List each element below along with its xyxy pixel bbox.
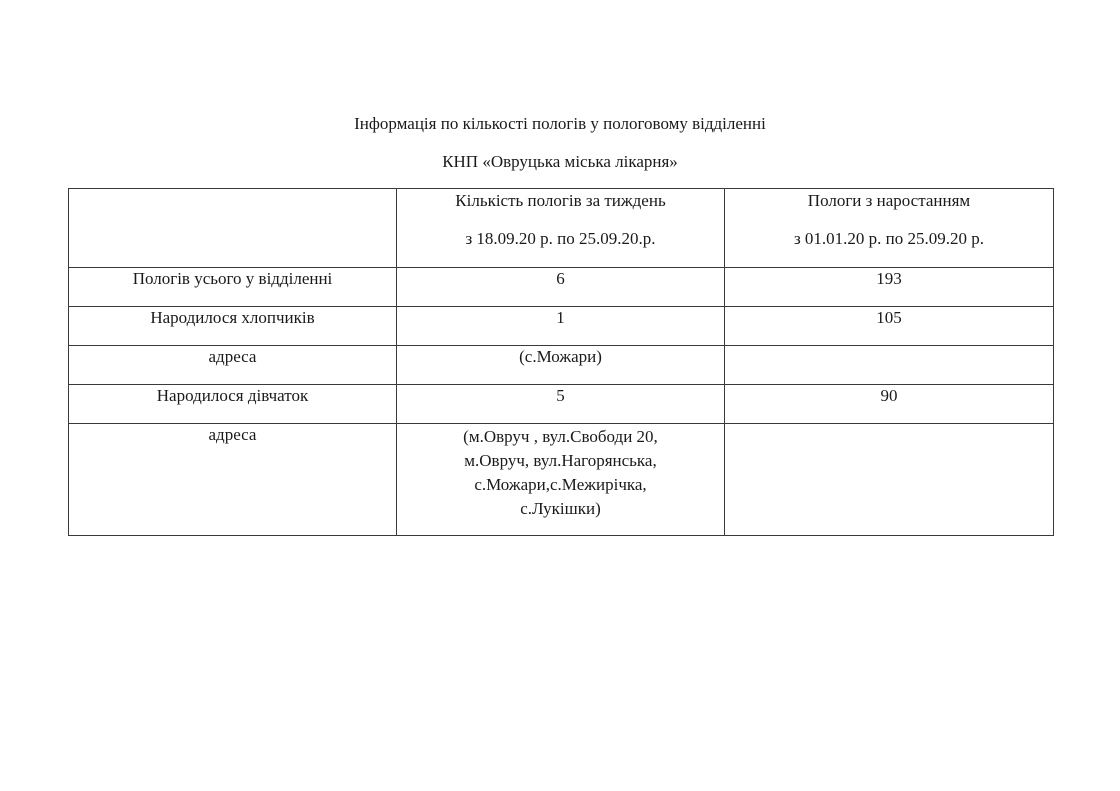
table-row bbox=[69, 424, 1054, 536]
row-week-value bbox=[397, 424, 725, 536]
row-week-value: 1 bbox=[397, 307, 725, 346]
row-label: адреса bbox=[69, 346, 397, 385]
table-row bbox=[69, 346, 1054, 385]
document-subtitle: КНП «Овруцька міська лікарня» bbox=[442, 152, 678, 171]
row-label: Пологів усього у відділенні bbox=[69, 268, 397, 307]
header-week-period: з 18.09.20 р. по 25.09.20.р. bbox=[465, 229, 656, 248]
row-cumulative-value: 90 bbox=[725, 385, 1054, 424]
row-week-value: 6 bbox=[397, 268, 725, 307]
row-cumulative-value: 105 bbox=[725, 307, 1054, 346]
address-line: (м.Овруч , вул.Свободи 20, bbox=[463, 427, 658, 446]
table-header-row bbox=[69, 189, 1054, 268]
table-row bbox=[69, 307, 1054, 346]
address-list bbox=[403, 425, 718, 521]
address-line: с.Можари,с.Межирічка, bbox=[474, 475, 647, 494]
row-label: Народилося дівчаток bbox=[69, 385, 397, 424]
header-week-title: Кількість пологів за тиждень bbox=[455, 191, 666, 210]
header-cumulative-period: з 01.01.20 р. по 25.09.20 р. bbox=[793, 229, 985, 248]
row-week-value: 5 bbox=[397, 385, 725, 424]
table-row bbox=[69, 268, 1054, 307]
row-cumulative-value: 193 bbox=[725, 268, 1054, 307]
table-row bbox=[69, 385, 1054, 424]
row-label: адреса bbox=[69, 424, 397, 536]
row-cumulative-value bbox=[725, 346, 1054, 385]
header-cumulative-title: Пологи з наростанням bbox=[807, 191, 971, 210]
header-cumulative-cell bbox=[725, 189, 1054, 268]
row-cumulative-value bbox=[725, 424, 1054, 536]
document-title: Інформація по кількості пологів у пологовому відділенні bbox=[354, 114, 766, 133]
row-week-value: (с.Можари) bbox=[397, 346, 725, 385]
row-label: Народилося хлопчиків bbox=[69, 307, 397, 346]
header-week-cell bbox=[397, 189, 725, 268]
address-line: м.Овруч, вул.Нагорянська, bbox=[464, 451, 657, 470]
address-line: с.Лукішки) bbox=[520, 499, 601, 518]
births-table bbox=[68, 188, 1054, 536]
header-empty-cell bbox=[69, 189, 397, 268]
